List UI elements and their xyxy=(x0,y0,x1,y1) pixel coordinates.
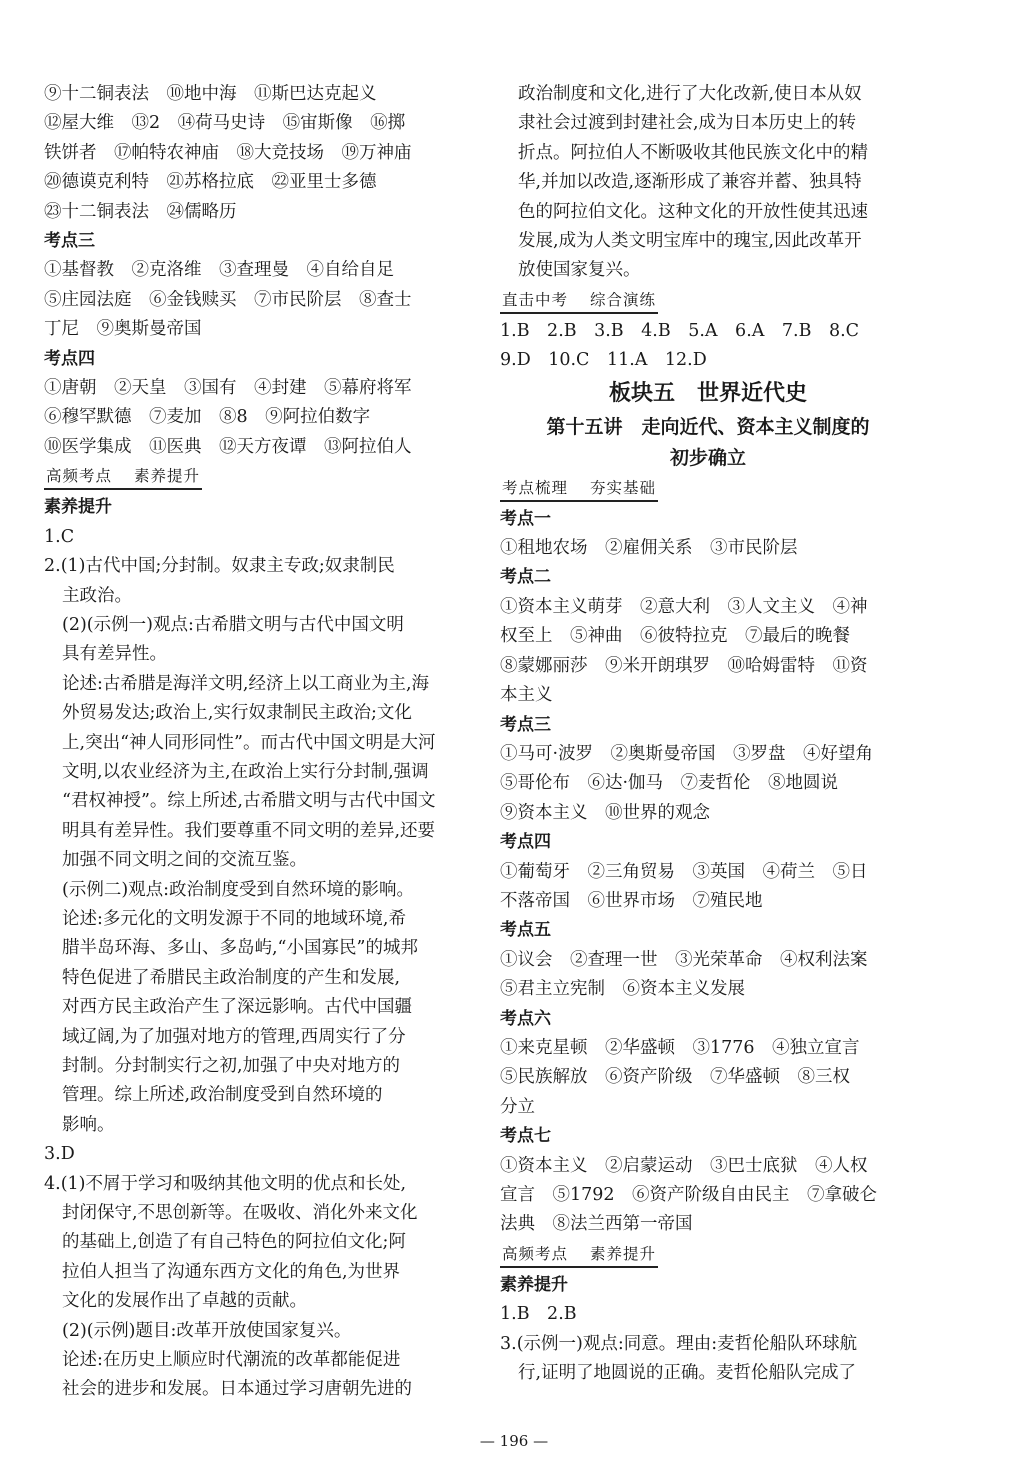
answer-line: ①唐朝 ②天皇 ③国有 ④封建 ⑤幕府将军 xyxy=(44,378,412,399)
banner-label: 高频考点 xyxy=(502,1244,569,1263)
answer-line: 论述:在历史上顺应时代潮流的改革都能促进 xyxy=(62,1350,401,1371)
answer-line: 主政治。 xyxy=(62,585,132,606)
section-banner xyxy=(500,476,658,502)
banner-sublabel: 综合演练 xyxy=(590,290,657,309)
answer-line: 论述:多元化的文明发源于不同的地域环境,希 xyxy=(62,908,406,929)
answer-line: ①来克星顿 ②华盛顿 ③1776 ④独立宣言 xyxy=(500,1037,860,1058)
lecture-title: 初步确立 xyxy=(669,446,746,469)
answer-line: ⑨十二铜表法 ⑩地中海 ⑪斯巴达克起义 xyxy=(44,84,377,104)
banner-row xyxy=(500,286,916,317)
answer-line: 隶社会过渡到封建社会,成为日本历史上的转 xyxy=(518,113,857,134)
answer-line: 加强不同文明之间的交流互鉴。 xyxy=(62,850,307,871)
banner-row xyxy=(44,462,460,493)
section-heading: 考点一 xyxy=(500,508,551,529)
answer-line: ⑥穆罕默德 ⑦麦加 ⑧8 ⑨阿拉伯数字 xyxy=(44,407,371,428)
lecture-title: 第十五讲 走向近代、资本主义制度的 xyxy=(546,415,870,438)
banner-label: 考点梳理 xyxy=(502,478,569,497)
answer-line: 域辽阔,为了加强对地方的管理,西周实行了分 xyxy=(62,1026,406,1047)
section-banner xyxy=(44,464,202,490)
answer-line: 管理。综上所述,政治制度受到自然环境的 xyxy=(62,1085,383,1106)
answer-line: ⑨资本主义 ⑩世界的观念 xyxy=(500,802,710,823)
answer-line: ⑤君主立宪制 ⑥资本主义发展 xyxy=(500,979,745,1000)
section-heading: 素养提升 xyxy=(500,1274,568,1295)
answer-line: “君权神授”。综上所述,古希腊文明与古代中国文 xyxy=(62,791,436,812)
answer-line: (2)(示例一)观点:古希腊文明与古代中国文明 xyxy=(62,614,404,635)
answer-line: 对西方民主政治产生了深远影响。古代中国疆 xyxy=(62,997,412,1018)
answer-line: ⑤哥伦布 ⑥达·伽马 ⑦麦哲伦 ⑧地圆说 xyxy=(500,773,839,794)
answer-line: 具有差异性。 xyxy=(62,644,167,665)
answer-line: ⑩医学集成 ⑪医典 ⑫天方夜谭 ⑬阿拉伯人 xyxy=(44,436,412,457)
answer-line: 3.(示例一)观点:同意。理由:麦哲伦船队环球航 xyxy=(500,1333,858,1354)
section-heading: 考点四 xyxy=(44,348,95,369)
banner-row xyxy=(500,1240,916,1271)
answer-line: 明具有差异性。我们要尊重不同文明的差异,还要 xyxy=(62,820,436,841)
banner-label: 高频考点 xyxy=(46,467,113,486)
answer-line: ①马可·波罗 ②奥斯曼帝国 ③罗盘 ④好望角 xyxy=(500,743,874,764)
answer-line: ①葡萄牙 ②三角贸易 ③英国 ④荷兰 ⑤日 xyxy=(500,861,868,882)
answer-line: 华,并加以改造,逐渐形成了兼容并蓄、独具特 xyxy=(518,172,862,193)
banner-row xyxy=(500,474,916,505)
answer-line: 折点。阿拉伯人不断吸收其他民族文化中的精 xyxy=(518,142,868,163)
page-number: — 196 — xyxy=(479,1432,549,1450)
answer-line: 不落帝国 ⑥世界市场 ⑦殖民地 xyxy=(500,890,763,911)
answer-line: 本主义 xyxy=(500,685,553,706)
answer-line: ①基督教 ②克洛维 ③查理曼 ④自给自足 xyxy=(44,260,394,281)
answer-line: 影响。 xyxy=(62,1114,115,1135)
answer-line: ①议会 ②查理一世 ③光荣革命 ④权利法案 xyxy=(500,949,868,970)
answer-line: (2)(示例)题目:改革开放使国家复兴。 xyxy=(62,1320,352,1341)
answer-line: 2.(1)古代中国;分封制。奴隶主专政;奴隶制民 xyxy=(44,556,395,577)
answer-line: 政治制度和文化,进行了大化改新,使日本从奴 xyxy=(518,84,862,104)
answer-line: 的基础上,创造了有自己特色的阿拉伯文化;阿 xyxy=(62,1232,406,1253)
section-banner xyxy=(500,1242,658,1268)
banner-sublabel: 素养提升 xyxy=(134,467,201,486)
answer-line: 特色促进了希腊民主政治制度的产生和发展, xyxy=(62,967,401,988)
answer-line: 分立 xyxy=(500,1096,535,1117)
answer-line: 1.B 2.B 3.B 4.B 5.A 6.A 7.B 8.C xyxy=(500,320,860,341)
section-heading: 考点三 xyxy=(44,231,95,252)
section-heading: 考点五 xyxy=(500,920,551,941)
answer-line: 4.(1)不屑于学习和吸纳其他文明的优点和长处, xyxy=(44,1173,407,1194)
answer-line: ⑤民族解放 ⑥资产阶级 ⑦华盛顿 ⑧三权 xyxy=(500,1067,850,1088)
right-column xyxy=(500,80,916,1388)
answer-line: ①租地农场 ②雇佣关系 ③市民阶层 xyxy=(500,538,798,559)
answer-line: 1.C xyxy=(44,526,75,547)
answer-line: 外贸易发达;政治上,实行奴隶制民主政治;文化 xyxy=(62,703,412,724)
answer-line: 权至上 ⑤神曲 ⑥彼特拉克 ⑦最后的晚餐 xyxy=(500,626,850,647)
banner-sublabel: 素养提升 xyxy=(590,1244,657,1263)
banner-sublabel: 夯实基础 xyxy=(590,478,657,497)
answer-line: 丁尼 ⑨奥斯曼帝国 xyxy=(44,319,202,340)
section-heading: 考点六 xyxy=(500,1008,551,1029)
section-banner xyxy=(500,288,658,314)
answer-line: 文化的发展作出了卓越的贡献。 xyxy=(62,1291,307,1312)
answer-line: 3.D xyxy=(44,1144,75,1165)
answer-line: 封制。分封制实行之初,加强了中央对地方的 xyxy=(62,1056,401,1076)
block-title: 板块五 世界近代史 xyxy=(608,380,807,406)
answer-line: (示例二)观点:政治制度受到自然环境的影响。 xyxy=(62,879,415,900)
answer-line: 发展,成为人类文明宝库中的瑰宝,因此改革开 xyxy=(518,231,862,252)
answer-line: 铁饼者 ⑰帕特农神庙 ⑱大竞技场 ⑲万神庙 xyxy=(44,142,412,163)
answer-line: 社会的进步和发展。日本通过学习唐朝先进的 xyxy=(62,1379,412,1400)
answer-line: ⑧蒙娜丽莎 ⑨米开朗琪罗 ⑩哈姆雷特 ⑪资 xyxy=(500,655,868,676)
answer-line: 放使国家复兴。 xyxy=(518,260,641,281)
section-heading: 考点七 xyxy=(500,1126,551,1147)
answer-line: ⑳德谟克利特 ㉑苏格拉底 ㉒亚里士多德 xyxy=(44,172,377,193)
answer-line: 论述:古希腊是海洋文明,经济上以工商业为主,海 xyxy=(62,673,430,694)
answer-line: 9.D 10.C 11.A 12.D xyxy=(500,350,707,371)
section-heading: 考点四 xyxy=(500,832,551,853)
section-heading: 考点三 xyxy=(500,714,551,735)
answer-line: 拉伯人担当了沟通东西方文化的角色,为世界 xyxy=(62,1261,401,1282)
answer-line: 上,突出“神人同形同性”。而古代中国文明是大河 xyxy=(62,732,436,753)
answer-line: ⑤庄园法庭 ⑥金钱赎买 ⑦市民阶层 ⑧查士 xyxy=(44,289,412,310)
banner-label: 直击中考 xyxy=(502,290,569,309)
section-heading: 考点二 xyxy=(500,567,551,588)
answer-line: 行,证明了地圆说的正确。麦哲伦船队完成了 xyxy=(518,1363,857,1384)
answer-line: ①资本主义 ②启蒙运动 ③巴士底狱 ④人权 xyxy=(500,1155,868,1176)
left-column xyxy=(44,80,460,1405)
answer-line: 法典 ⑧法兰西第一帝国 xyxy=(500,1214,693,1235)
answer-line: 色的阿拉伯文化。这种文化的开放性使其迅速 xyxy=(518,201,868,222)
answer-line: ①资本主义萌芽 ②意大利 ③人文主义 ④神 xyxy=(500,596,868,617)
answer-line: 1.B 2.B xyxy=(500,1304,577,1325)
section-heading: 素养提升 xyxy=(44,497,112,518)
answer-line: 宣言 ⑤1792 ⑥资产阶级自由民主 ⑦拿破仑 xyxy=(500,1185,878,1205)
answer-line: 文明,以农业经济为主,在政治上实行分封制,强调 xyxy=(62,761,429,782)
answer-line: 腊半岛环海、多山、多岛屿,“小国寡民”的城邦 xyxy=(62,938,418,959)
answer-line: ⑫屋大维 ⑬2 ⑭荷马史诗 ⑮宙斯像 ⑯掷 xyxy=(44,113,406,134)
answer-line: 封闭保守,不思创新等。在吸收、消化外来文化 xyxy=(62,1203,418,1224)
answer-line: ㉓十二铜表法 ㉔儒略历 xyxy=(44,201,237,222)
